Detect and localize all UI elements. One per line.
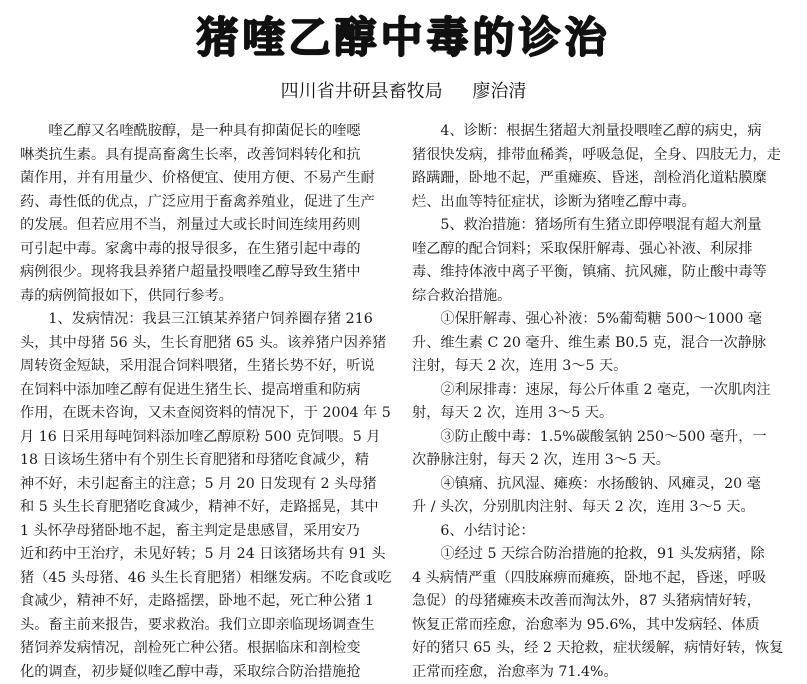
- text-line: 注射，每天 2 次，连用 3～5 天。: [412, 355, 787, 379]
- text-line: 近和药中王治疗，未见好转；5 月 24 日该猪场共有 91 头: [20, 543, 395, 567]
- text-line: 6、小结讨论：: [412, 520, 787, 544]
- byline: [0, 80, 807, 104]
- left-column: [20, 120, 395, 684]
- text-line: 在饲料中添加喹乙醇有促进生猪生长、提高增重和防病: [20, 379, 395, 403]
- text-line: 周转资金短缺，采用混合饲料喂猪，生猪长势不好，听说: [20, 355, 395, 379]
- text-line: ③防止酸中毒：1.5%碳酸氢钠 250～500 毫升，一: [412, 426, 787, 450]
- text-line: 可引起中毒。家禽中毒的报导很多，在生猪引起中毒的: [20, 238, 395, 262]
- text-line: 神不好，未引起畜主的注意；5 月 20 日发现有 2 头母猪: [20, 473, 395, 497]
- text-line: 1、发病情况：我县三江镇某养猪户饲养圈存猪 216: [20, 308, 395, 332]
- text-line: 5、救治措施：猪场所有生猪立即停喂混有超大剂量: [412, 214, 787, 238]
- text-line: 药、毒性低的优点，广泛应用于畜禽养殖业，促进了生产: [20, 191, 395, 215]
- right-column: [412, 120, 787, 684]
- text-line: 烂、出血等特征症状，诊断为猪喹乙醇中毒。: [412, 191, 787, 215]
- article-title: 猪喹乙醇中毒的诊治: [0, 12, 807, 64]
- text-line: 的发展。但若应用不当，剂量过大或长时间连续用药则: [20, 214, 395, 238]
- text-line: 恢复正常而痊愈，治愈率为 95.6%，其中发病轻、体质: [412, 614, 787, 638]
- text-line: 路蹒跚，卧地不起，严重瘫痪、昏迷，剖检消化道粘膜糜: [412, 167, 787, 191]
- text-line: ④镇痛、抗风湿、瘫痪：水扬酸钠、风瘫灵，20 毫: [412, 473, 787, 497]
- text-line: 综合救治措施。: [412, 285, 787, 309]
- text-line: 4、诊断：根据生猪超大剂量投喂喹乙醇的病史，病: [412, 120, 787, 144]
- text-line: 正常而痊愈，治愈率为 71.4%。: [412, 661, 787, 684]
- text-line: 作用，在既未咨询，又未查阅资料的情况下，于 2004 年 5: [20, 402, 395, 426]
- text-line: 1 头怀孕母猪卧地不起，畜主判定是患感冒，采用安乃: [20, 520, 395, 544]
- text-line: 18 日该场生猪中有个别生长育肥猪和母猪吃食减少，精: [20, 449, 395, 473]
- text-line: 升、维生素 C 20 毫升、维生素 B0.5 克，混合一次静脉: [412, 332, 787, 356]
- text-line: 头。畜主前来报告，要求救治。我们立即亲临现场调查生: [20, 614, 395, 638]
- text-line: 头，其中母猪 56 头，生长育肥猪 65 头。该养猪户因养猪: [20, 332, 395, 356]
- text-line: 急促）的母猪瘫痪未改善而淘汰外，87 头猪病情好转，: [412, 590, 787, 614]
- text-line: 月 16 日采用每吨饲料添加喹乙醇原粉 500 克饲喂。5 月: [20, 426, 395, 450]
- text-line: 毒的病例简报如下，供同行参考。: [20, 285, 395, 309]
- text-line: 病例很少。现将我县养猪户超量投喂喹乙醇导致生猪中: [20, 261, 395, 285]
- text-line: 和 5 头生长育肥猪吃食减少，精神不好，走路摇晃，其中: [20, 496, 395, 520]
- text-line: 食减少，精神不好，走路摇摆，卧地不起，死亡种公猪 1: [20, 590, 395, 614]
- text-line: 毒、维持体液中离子平衡，镇痛、抗风瘫，防止酸中毒等: [412, 261, 787, 285]
- text-line: 化的调查，初步疑似喹乙醇中毒，采取综合防治措施抢: [20, 661, 395, 684]
- text-line: ①保肝解毒、强心补液：5%葡萄糖 500～1000 毫: [412, 308, 787, 332]
- text-line: 猪（45 头母猪、46 头生长育肥猪）相继发病。不吃食或吃: [20, 567, 395, 591]
- author-name: 廖治清: [472, 81, 526, 102]
- text-line: ①经过 5 天综合防治措施的抢救，91 头发病猪，除: [412, 543, 787, 567]
- text-line: 喹乙醇又名喹酰胺醇，是一种具有抑菌促长的喹噁: [20, 120, 395, 144]
- text-line: 猪饲养发病情况，剖检死亡种公猪。根据临床和剖检变: [20, 637, 395, 661]
- text-line: 射，每天 2 次，连用 3～5 天。: [412, 402, 787, 426]
- author-affiliation: 四川省井研县畜牧局: [281, 81, 443, 102]
- text-line: 4 头病情严重（四肢麻痹而瘫痪，卧地不起，昏迷，呼吸: [412, 567, 787, 591]
- text-line: 猪很快发病，排带血稀粪，呼吸急促，全身、四肢无力，走: [412, 144, 787, 168]
- text-line: 次静脉注射，每天 2 次，连用 3～5 天。: [412, 449, 787, 473]
- text-line: 菌作用，并有用量少、价格便宜、使用方便、不易产生耐: [20, 167, 395, 191]
- text-line: 喹乙醇的配合饲料；采取保肝解毒、强心补液、利尿排: [412, 238, 787, 262]
- text-line: 好的猪只 65 头，经 2 天抢救，症状缓解，病情好转，恢复: [412, 637, 787, 661]
- text-line: 啉类抗生素。具有提高畜禽生长率，改善饲料转化和抗: [20, 144, 395, 168]
- text-line: ②利尿排毒：速尿，每公斤体重 2 毫克，一次肌肉注: [412, 379, 787, 403]
- text-line: 升 / 头次，分别肌肉注射、每天 2 次，连用 3～5 天。: [412, 496, 787, 520]
